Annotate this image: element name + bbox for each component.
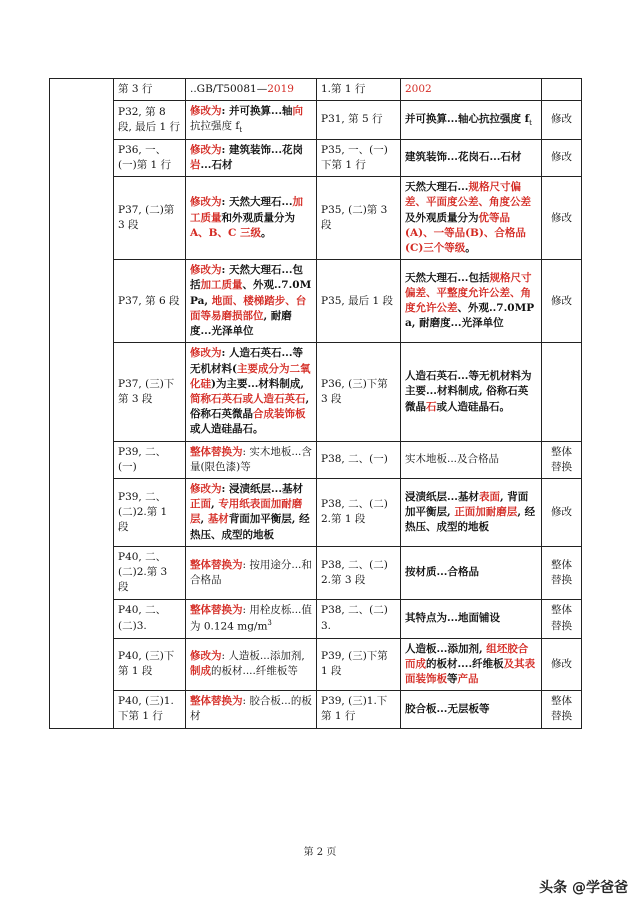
previous-location: P38, 二、(一): [317, 441, 401, 478]
text-segment: 并可换算...轴心抗拉强度 f: [405, 112, 530, 125]
text-segment: : 按用途分...和合格品: [190, 558, 312, 586]
text-segment: 整体替换为: [190, 445, 243, 458]
text-segment: 修改为: [190, 143, 222, 156]
text-segment: 2019: [267, 83, 294, 95]
text-segment: 、外观..7.0MPa,: [190, 279, 312, 307]
text-segment: 修改为: [190, 483, 222, 496]
page-number: 第 2 页: [303, 847, 337, 858]
revised-content: [186, 139, 317, 176]
text-segment: ,: [200, 513, 208, 526]
errata-table: [49, 78, 582, 729]
previous-location: P38, 二、(二)3.: [317, 599, 401, 638]
text-segment: 浸渍纸层...基材: [405, 490, 479, 503]
text-segment: t: [529, 118, 532, 127]
revised-content: [186, 546, 317, 599]
previous-location: P39, (三)下第 1 段: [317, 638, 401, 691]
previous-content: [401, 479, 542, 547]
change-type: 整体替换: [542, 441, 582, 478]
text-segment: : 人造石英石...等无机材料(: [190, 347, 303, 375]
previous-content: [401, 691, 542, 728]
text-segment: 按材质...合格品: [405, 566, 479, 579]
table-row: [50, 101, 582, 139]
original-location: P40, 二、(二)3.: [114, 599, 186, 638]
text-segment: , 耐磨度...光泽单位: [190, 309, 292, 338]
text-segment: 天然大理石...包括: [405, 271, 490, 284]
text-segment: ...石材: [200, 158, 233, 171]
original-location: P32, 第 8 段, 最后 1 行: [114, 101, 186, 139]
revised-content: [186, 177, 317, 260]
text-segment: 及其表面装饰板: [405, 657, 536, 685]
previous-content: [401, 599, 542, 638]
original-location: P37, (二)第 3 段: [114, 177, 186, 260]
text-segment: 规格尺寸偏差、平整度允许公差、角度允许公差: [405, 271, 532, 315]
text-segment: 和外观质量分为: [221, 211, 295, 224]
previous-location: P38, 二、(二)2.第 3 段: [317, 546, 401, 599]
text-segment: 及外观质量分为: [405, 211, 479, 224]
table-row: [50, 177, 582, 260]
revised-content: [186, 260, 317, 343]
previous-location: P35, 最后 1 段: [317, 260, 401, 343]
text-segment: 胶合板...无层板等: [405, 702, 490, 715]
text-segment: : 建筑装饰...花岗: [221, 143, 303, 156]
table-row: [50, 260, 582, 343]
previous-location: P38, 二、(二)2.第 1 段: [317, 479, 401, 547]
change-type: 修改: [542, 177, 582, 260]
text-segment: 优等品(A)、一等品(B)、合格品(C)三个等级: [405, 211, 526, 254]
text-segment: A、B、C 三级: [190, 226, 262, 239]
text-segment: 修改为: [190, 347, 222, 360]
change-type: [542, 79, 582, 101]
text-segment: t: [239, 126, 243, 135]
original-location: P39, 二、(一): [114, 441, 186, 478]
table-row: [50, 441, 582, 478]
text-segment: 、外观..7.0MPa, 耐磨度...光泽单位: [405, 302, 535, 330]
original-location: P40, (三)下第 1 段: [114, 638, 186, 691]
original-location: P36, 一、(一)第 1 行: [114, 139, 186, 176]
text-segment: 规格尺寸偏差、平面度公差、角度公差: [405, 181, 531, 209]
change-type: 修改: [542, 139, 582, 176]
revised-content: [186, 599, 317, 638]
previous-location: P39, (三)1.下第 1 行: [317, 691, 401, 728]
text-segment: 产品: [457, 672, 479, 685]
watermark: [539, 877, 628, 897]
previous-content: [401, 343, 542, 441]
text-segment: : 浸渍纸层...基材: [221, 483, 303, 496]
text-segment: 整体替换为: [190, 603, 243, 616]
revised-content: [186, 79, 317, 101]
table-row: [50, 691, 582, 728]
text-segment: 等: [447, 672, 458, 685]
previous-location: P36, (三)下第 3 段: [317, 343, 401, 441]
text-segment: 修改为: [190, 650, 222, 663]
text-segment: 正面: [190, 498, 211, 511]
text-segment: : 天然大理石...: [221, 196, 293, 209]
previous-location: 1.第 1 行: [317, 79, 401, 101]
text-segment: 或人造硅晶石。: [190, 423, 264, 436]
original-location: P39, 二、(二)2.第 1 段: [114, 479, 186, 547]
text-segment: 主要成分为二氧化硅: [190, 362, 311, 390]
text-segment: 人造石英石...等无机材料为主要...材料制成, 俗称石英微晶: [405, 370, 532, 413]
text-segment: 岩: [190, 158, 201, 171]
text-segment: 表面: [478, 490, 500, 503]
text-segment: 修改为: [190, 196, 222, 209]
previous-location: P35, 一、(一)下第 1 行: [317, 139, 401, 176]
text-segment: : 天然大理石...包括: [190, 264, 303, 292]
text-segment: 其特点为...地面铺设: [405, 611, 500, 624]
text-segment: 人造板...添加剂,: [405, 642, 487, 655]
text-segment: 或人造硅晶石。: [436, 400, 510, 413]
table-row: [50, 139, 582, 176]
text-segment: 天然大理石...: [405, 181, 469, 194]
revised-content: [186, 441, 317, 478]
table-row: [50, 343, 582, 441]
text-segment: 。: [465, 241, 476, 254]
text-segment: 实木地板...及合格品: [405, 453, 500, 466]
text-segment: : 人造板...添加剂,: [221, 650, 305, 663]
change-type: 修改: [542, 638, 582, 691]
text-segment: 石: [426, 400, 437, 413]
text-segment: 的板材....纤维板等: [211, 665, 298, 678]
text-segment: 修改为: [190, 105, 222, 118]
text-segment: 整体替换为: [190, 695, 243, 708]
text-segment: )为主要...材料制成,: [211, 377, 305, 390]
previous-content: [401, 441, 542, 478]
watermark-text: 头条 @学爸爸: [539, 880, 628, 896]
text-segment: 基材: [207, 513, 229, 526]
text-segment: ,: [211, 498, 219, 511]
text-segment: 向: [292, 105, 303, 118]
text-segment: 专用纸表面加耐磨层: [190, 498, 303, 526]
text-segment: 背面加平衡层, 经热压、成型的地板: [190, 513, 310, 541]
revised-content: [186, 101, 317, 139]
text-segment: 抗拉强度 f: [190, 120, 240, 133]
change-type: 整体替换: [542, 691, 582, 728]
text-segment: 建筑装饰...花岗石...石材: [405, 151, 522, 164]
text-segment: 加工质量: [190, 196, 303, 224]
original-location: P37, (三)下第 3 段: [114, 343, 186, 441]
text-segment: : 用栓皮栎...值为 0.124 mg/m: [190, 603, 312, 633]
text-segment: 组坯胶合而成: [405, 642, 529, 670]
original-location: 第 3 行: [114, 79, 186, 101]
previous-location: P35, (二)第 3 段: [317, 177, 401, 260]
text-segment: , 背面加平衡层,: [405, 490, 529, 518]
table-row: [50, 79, 582, 101]
table-row: [50, 599, 582, 638]
text-segment: 制成: [190, 665, 211, 678]
previous-location: P31, 第 5 行: [317, 101, 401, 139]
text-segment: : 并可换算...轴: [221, 105, 293, 118]
previous-content: [401, 546, 542, 599]
previous-content: [401, 139, 542, 176]
text-segment: , 俗称石英微晶: [190, 392, 310, 421]
text-segment: 的板材....纤维板: [426, 657, 504, 670]
text-segment: 合成装饰板: [253, 408, 306, 421]
original-location: P40, 二、(二)2.第 3 段: [114, 546, 186, 599]
text-segment: 正面加耐磨层: [454, 505, 518, 518]
text-segment: 。: [261, 226, 272, 239]
original-location: P40, (三)1.下第 1 行: [114, 691, 186, 728]
table-row: [50, 638, 582, 691]
previous-content: [401, 101, 542, 139]
change-type: 修改: [542, 101, 582, 139]
blank-merged-cell: [50, 79, 114, 729]
text-segment: 加工质量: [200, 279, 243, 292]
text-segment: 3: [267, 618, 272, 627]
change-type: 修改: [542, 260, 582, 343]
previous-content: [401, 177, 542, 260]
text-segment: , 经热压、成型的地板: [405, 505, 536, 534]
revised-content: [186, 479, 317, 547]
original-location: P37, 第 6 段: [114, 260, 186, 343]
previous-content: [401, 260, 542, 343]
text-segment: 整体替换为: [190, 558, 243, 571]
text-segment: : 胶合板...的板材: [190, 695, 312, 723]
text-segment: 修改为: [190, 264, 222, 277]
change-type: 整体替换: [542, 599, 582, 638]
table-row: [50, 479, 582, 547]
change-type: 修改: [542, 479, 582, 547]
revised-content: [186, 638, 317, 691]
previous-content: [401, 638, 542, 691]
table-row: [50, 546, 582, 599]
change-type: [542, 343, 582, 441]
previous-content: [401, 79, 542, 101]
text-segment: : 实木地板...含量(限色漆)等: [190, 445, 312, 473]
text-segment: 简称石英石或人造石英石: [190, 392, 306, 405]
revised-content: [186, 343, 317, 441]
text-segment: ..GB/T50081—: [190, 83, 268, 95]
change-type: 整体替换: [542, 546, 582, 599]
text-segment: 2002: [405, 83, 432, 95]
text-segment: 地面、楼梯踏步、台面等易磨损部位: [190, 294, 307, 322]
revised-content: [186, 691, 317, 728]
